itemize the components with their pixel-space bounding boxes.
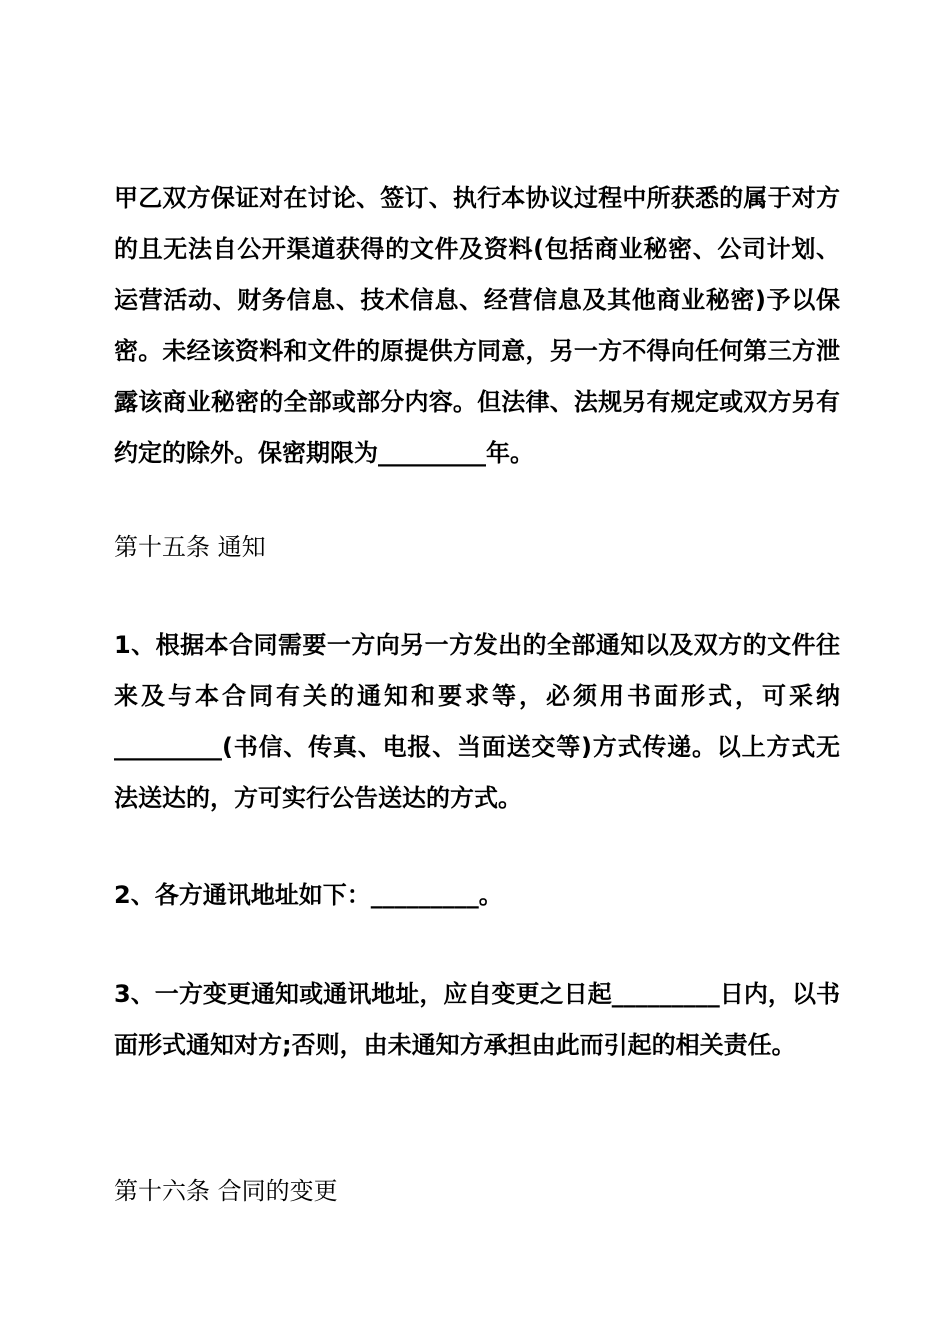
article-16-title: 第十六条 合同的变更 <box>114 1177 338 1205</box>
clause-3-text-end: 日内，以书面形式通知对方;否则，由未通知方承担由此而引起的相关责任。 <box>114 980 840 1059</box>
clause-3-paragraph <box>114 969 840 1071</box>
clause-2-text-end: 。 <box>478 881 503 909</box>
confidentiality-paragraph <box>114 173 840 479</box>
clause-2-paragraph <box>114 870 840 921</box>
clause-2-text: 2、各方通讯地址如下： <box>114 881 371 909</box>
confidentiality-text-end: 年。 <box>486 439 534 467</box>
confidentiality-period-blank: _________ <box>378 439 486 467</box>
clause-2-blank: _________ <box>370 881 479 909</box>
clause-1-paragraph <box>114 620 840 824</box>
clause-1-text: 1、根据本合同需要一方向另一方发出的全部通知以及双方的文件往来及与本合同有关的通知和要求等，必须用书面形式，可采纳 <box>114 631 840 710</box>
clause-3-text: 3、一方变更通知或通讯地址，应自变更之日起 <box>114 980 612 1008</box>
clause-1-blank: _________ <box>114 733 222 761</box>
article-15-title: 第十五条 通知 <box>114 533 266 561</box>
clause-1-text-end: (书信、传真、电报、当面送交等)方式传递。以上方式无法送达的，方可实行公告送达的方式。 <box>114 733 840 812</box>
clause-3-blank: _________ <box>611 980 720 1008</box>
confidentiality-text: 甲乙双方保证对在讨论、签订、执行本协议过程中所获悉的属于对方的且无法自公开渠道获得的文件及资料(包括商业秘密、公司计划、运营活动、财务信息、技术信息、经营信息及其他商业秘密)予以保密。未经该资料和文件的原提供方同意，另一方不得向任何第三方泄露该商业秘密的全部或部分内容。但法律、法规另有规定或双方另有约定的除外。保密期限为 <box>114 184 840 467</box>
